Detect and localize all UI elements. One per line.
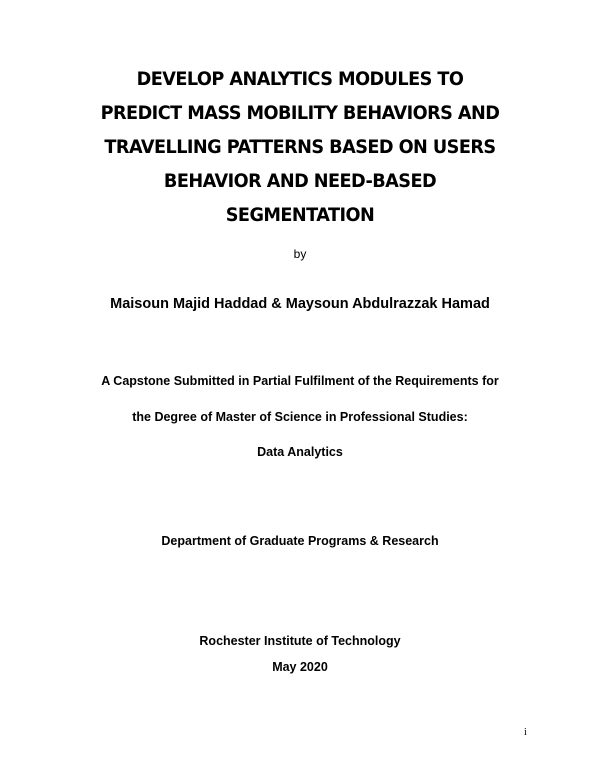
title-line: DEVELOP ANALYTICS MODULES TO (136, 68, 464, 90)
field-of-study: Data Analytics (257, 445, 343, 459)
by-text: by (293, 247, 307, 261)
title-line: PREDICT MASS MOBILITY BEHAVIORS AND (100, 102, 500, 124)
submission-statement-line-2: the Degree of Master of Science in Professional Studies: (132, 410, 468, 424)
document-title (58, 62, 542, 232)
authors: Maisoun Majid Haddad & Maysoun Abdulrazzak Hamad (110, 296, 490, 312)
submission-date: May 2020 (272, 660, 328, 674)
title-line: SEGMENTATION (225, 204, 375, 226)
title-line: BEHAVIOR AND NEED-BASED (163, 170, 437, 192)
page-number: i (524, 727, 527, 738)
title-line: TRAVELLING PATTERNS BASED ON USERS (104, 136, 496, 158)
institution: Rochester Institute of Technology (199, 634, 401, 648)
submission-statement-line-1: A Capstone Submitted in Partial Fulfilment of the Requirements for (101, 374, 499, 388)
department: Department of Graduate Programs & Research (161, 534, 439, 548)
